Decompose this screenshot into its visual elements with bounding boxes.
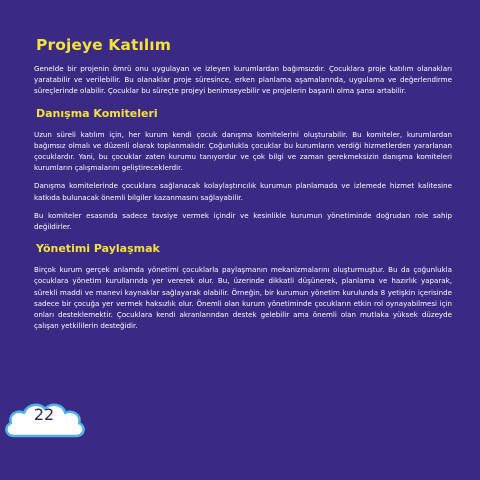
section-title-advisory-committees: Danışma Komiteleri (36, 106, 158, 120)
paragraph: Genelde bir projenin ömrü onu uygulayan ve izleyen kurumlardan bağımsızdır. Çocuklara proje katılım olanakları yaratabilir ve verilebilir. Bu olanaklar proje süresince, erken planlama aşamalarında, uygulama ve değerlendirme süreçlerinde olabilir. Çocuklar bu süreçte projeyi benimseyebilir ve projelerin başarılı olma şansı artabilir. (34, 64, 452, 96)
paragraph: Danışma komitelerinde çocuklara sağlanacak kolaylaştırıcılık kurumun planlamada ve izlemede hizmet kalitesine katkıda bulunacak önemli bilgiler kazanmasını sağlayabilir. (34, 181, 452, 202)
paragraph: Uzun süreli katılım için, her kurum kendi çocuk danışma komitelerini oluşturabilir. Bu komiteler, kurumlardan bağımsız olmalı ve düzenli olarak toplanmalıdır. Çoğunlukla çocuklar bu kurumların verdiği hizmetlerden yararlanan çocuklardır. Yani, bu çocuklar zaten kurumu tanıyordur ve çok bilgi ve zaman gerekmeksizin danışma komiteleri kurumların çalışmalarını geliştireceklerdir. (34, 129, 452, 173)
section-title-project-participation: Projeye Katılım (36, 36, 171, 54)
paragraph: Bu komiteler esasında sadece tavsiye vermek içindir ve kesinlikle kurumun yönetiminde doğrudan role sahip değildirler. (34, 210, 452, 232)
content (34, 36, 452, 338)
section-title-sharing-management: Yönetimi Paylaşmak (36, 242, 160, 256)
page-number: 22 (33, 405, 55, 424)
paragraph: Birçok kurum gerçek anlamda yönetimi çocuklarla paylaşmanın mekanizmalarını oluşturmuştur. Bu da çoğunlukla çocuklara yönetim kurullarında yer vererek olur. Bu, üzerinde dikkatli düşünerek, planlama ve hazırlık yaparak, sürekli maddi ve manevi kaynaklar sağlayarak olabilir. Örneğin, bir kurumun yönetim kurulunda 8 yetişkin içerisinde sadece bir çocuğa yer vermek haksızlık olur. Önemli olan kurum yönetiminde çocukların etkin rol oynayabilmesi için onları desteklemektir. Çocuklara kendi akranlarından destek gelebilir ama önemli olan mutlaka yüksek düzeyde çalışan yetkililerin desteğidir. (34, 265, 452, 331)
